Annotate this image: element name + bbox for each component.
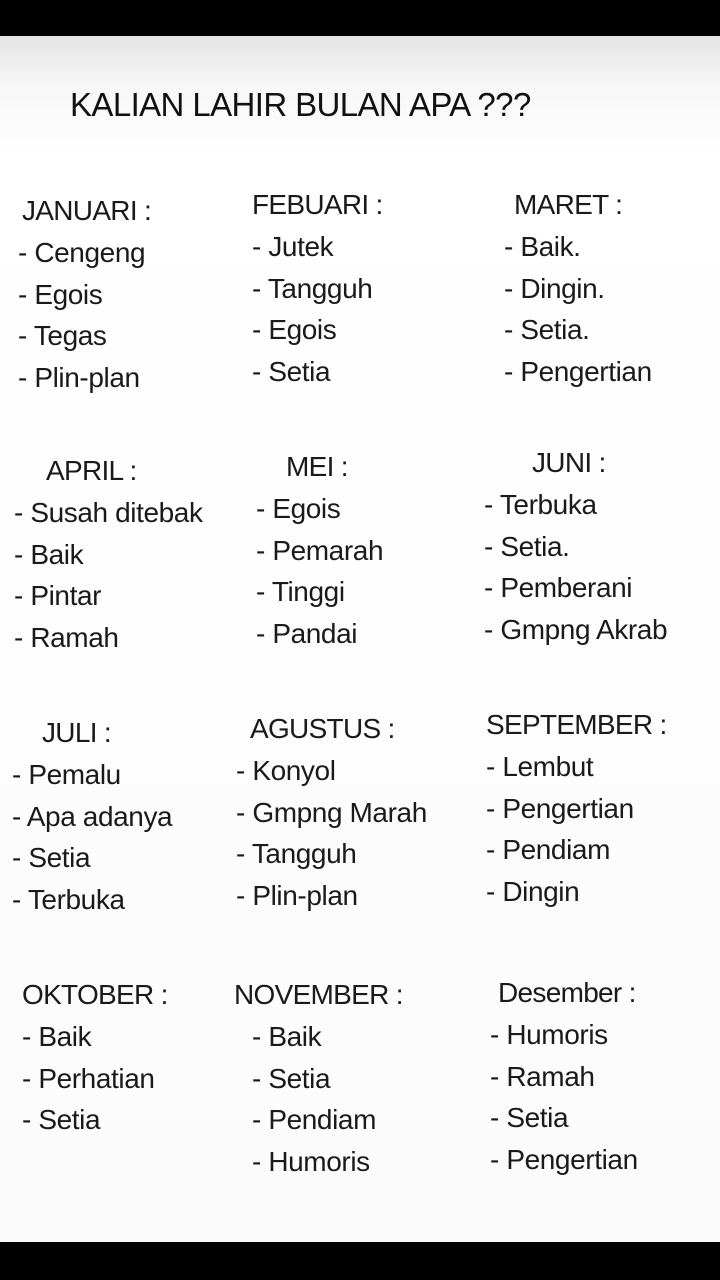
trait-item: - Pintar xyxy=(14,579,203,621)
month-personality-sheet xyxy=(0,36,720,1242)
trait-item: - Pengertian xyxy=(504,355,652,397)
trait-item: - Lembut xyxy=(486,750,667,792)
month-april xyxy=(14,454,203,662)
trait-item: - Humoris xyxy=(252,1145,403,1187)
month-january xyxy=(18,194,151,402)
trait-list xyxy=(14,496,203,662)
trait-item: - Setia. xyxy=(504,313,652,355)
month-june xyxy=(484,446,667,654)
month-name: NOVEMBER : xyxy=(234,979,403,1010)
trait-item: - Setia xyxy=(490,1101,638,1143)
trait-item: - Baik xyxy=(14,538,203,580)
month-name: AGUSTUS : xyxy=(250,713,395,744)
trait-item: - Konyol xyxy=(236,754,427,796)
trait-item: - Egois xyxy=(256,492,383,534)
trait-item: - Pemarah xyxy=(256,534,383,576)
trait-item: - Plin-plan xyxy=(236,879,427,921)
trait-list xyxy=(18,236,151,402)
trait-item: - Plin-plan xyxy=(18,361,151,403)
month-name: JULI : xyxy=(42,717,111,748)
trait-item: - Baik. xyxy=(504,230,652,272)
trait-item: - Setia xyxy=(12,841,172,883)
trait-item: - Egois xyxy=(252,313,383,355)
trait-item: - Tangguh xyxy=(236,837,427,879)
trait-item: - Tinggi xyxy=(256,575,383,617)
trait-item: - Setia xyxy=(252,355,383,397)
month-august xyxy=(236,712,427,920)
trait-list xyxy=(22,1020,168,1145)
trait-item: - Pemalu xyxy=(12,758,172,800)
month-name: SEPTEMBER : xyxy=(486,709,667,740)
trait-item: - Setia xyxy=(252,1062,403,1104)
trait-item: - Pendiam xyxy=(252,1103,403,1145)
month-name: JANUARI : xyxy=(22,195,152,226)
trait-item: - Pemberani xyxy=(484,571,667,613)
month-july xyxy=(12,716,172,924)
trait-item: - Baik xyxy=(22,1020,168,1062)
trait-item: - Apa adanya xyxy=(12,800,172,842)
trait-item: - Egois xyxy=(18,278,151,320)
trait-list xyxy=(234,1020,403,1186)
month-may xyxy=(256,450,383,658)
trait-list xyxy=(486,750,667,916)
trait-item: - Humoris xyxy=(490,1018,638,1060)
trait-list xyxy=(256,492,383,658)
month-name: MEI : xyxy=(286,451,348,482)
page-title: KALIAN LAHIR BULAN APA ??? xyxy=(70,86,531,123)
month-september xyxy=(486,708,667,916)
month-october xyxy=(22,978,168,1145)
trait-item: - Gmpng Akrab xyxy=(484,613,667,655)
month-february xyxy=(252,188,383,396)
month-name: OKTOBER : xyxy=(22,979,168,1010)
month-march xyxy=(504,188,652,396)
trait-list xyxy=(12,758,172,924)
month-name: Desember : xyxy=(498,977,636,1008)
trait-list xyxy=(252,230,383,396)
month-name: FEBUARI : xyxy=(252,189,383,220)
trait-item: - Terbuka xyxy=(484,488,667,530)
trait-item: - Perhatian xyxy=(22,1062,168,1104)
trait-item: - Cengeng xyxy=(18,236,151,278)
top-letterbox-bar xyxy=(0,0,720,36)
trait-item: - Gmpng Marah xyxy=(236,796,427,838)
trait-list xyxy=(490,1018,638,1184)
trait-item: - Pendiam xyxy=(486,833,667,875)
trait-item: - Terbuka xyxy=(12,883,172,925)
trait-item: - Setia xyxy=(22,1103,168,1145)
trait-item: - Susah ditebak xyxy=(14,496,203,538)
month-name: JUNI : xyxy=(532,447,606,478)
trait-item: - Jutek xyxy=(252,230,383,272)
trait-item: - Pengertian xyxy=(486,792,667,834)
month-name: MARET : xyxy=(514,189,623,220)
trait-item: - Ramah xyxy=(14,621,203,663)
trait-item: - Tangguh xyxy=(252,272,383,314)
trait-item: - Pandai xyxy=(256,617,383,659)
trait-list xyxy=(484,488,667,654)
bottom-letterbox-bar xyxy=(0,1242,720,1280)
trait-item: - Ramah xyxy=(490,1060,638,1102)
month-name: APRIL : xyxy=(46,455,137,486)
month-december xyxy=(490,976,638,1184)
trait-item: - Setia. xyxy=(484,530,667,572)
trait-item: - Tegas xyxy=(18,319,151,361)
trait-list xyxy=(236,754,427,920)
trait-item: - Baik xyxy=(252,1020,403,1062)
trait-list xyxy=(504,230,652,396)
trait-item: - Pengertian xyxy=(490,1143,638,1185)
month-november xyxy=(234,978,403,1186)
trait-item: - Dingin. xyxy=(504,272,652,314)
trait-item: - Dingin xyxy=(486,875,667,917)
